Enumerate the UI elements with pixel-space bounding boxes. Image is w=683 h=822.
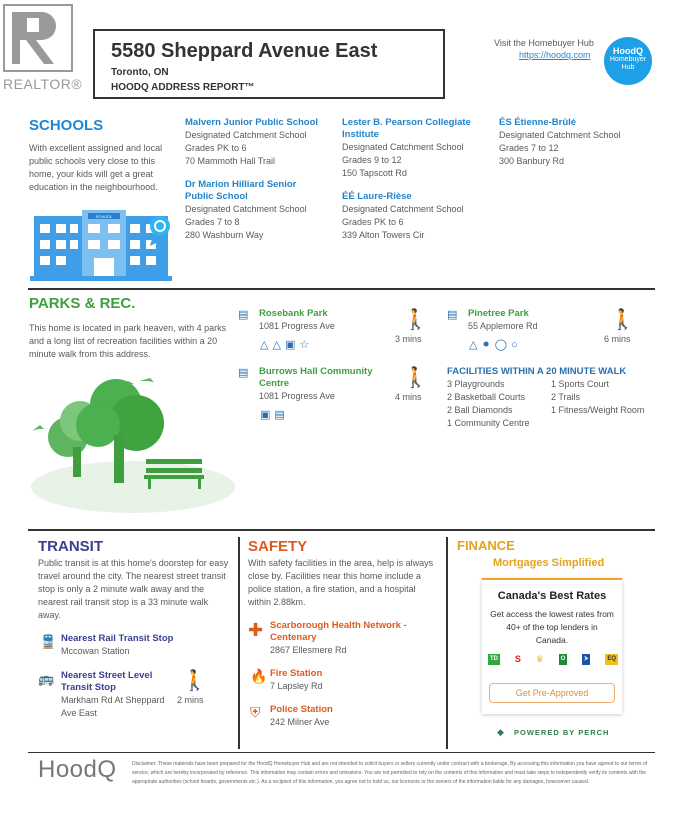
school-grades: Grades 7 to 8 xyxy=(185,217,240,227)
desjardins-logo: O xyxy=(559,654,568,665)
school-grades: Grades PK to 6 xyxy=(342,217,404,227)
walk-icon: 🚶 xyxy=(403,367,428,389)
park-card-burrows-hall xyxy=(238,365,438,425)
svg-text:SCHOOL: SCHOOL xyxy=(95,214,113,219)
facility-item: 1 Fitness/Weight Room xyxy=(551,405,645,415)
school-type: Designated Catchment School xyxy=(185,130,307,140)
park-card-rosebank xyxy=(238,307,438,357)
safety-divider xyxy=(446,537,448,749)
school-type: Designated Catchment School xyxy=(342,142,464,152)
schools-description: With excellent assigned and local public schools very close to this home, your kids will get a great education in the neighbourhood. xyxy=(29,143,163,192)
park-bench-icon: ▤ xyxy=(238,309,249,321)
park-illustration xyxy=(28,375,238,515)
lender-logos xyxy=(488,654,618,665)
parks-title-b: & REC. xyxy=(84,295,136,312)
perch-brand: PERCH xyxy=(578,728,610,737)
card-text: Get access the lowest rates from 40+ of the top lenders in Canada. xyxy=(490,609,614,645)
powered-by xyxy=(514,728,609,737)
tennis-icon: ○ xyxy=(511,339,518,351)
schools-divider xyxy=(28,288,655,290)
school-name: Lester B. Pearson Collegiate Institute xyxy=(342,117,471,140)
parks-divider xyxy=(28,529,655,531)
gym-icon: ▤ xyxy=(274,409,285,421)
facility-item: 2 Ball Diamonds xyxy=(447,405,513,415)
park-walk-time: 3 mins xyxy=(395,334,422,344)
card-title: Canada's Best Rates xyxy=(497,590,607,602)
community-icon: ▣ xyxy=(284,339,296,351)
school-card-hilliard xyxy=(185,179,320,242)
facilities-title: FACILITIES WITHIN A 20 MINUTE WALK xyxy=(447,366,627,377)
school-grades: Grades 7 to 12 xyxy=(499,143,559,153)
park-name: Rosebank Park xyxy=(259,308,328,319)
rail-value: Mccowan Station xyxy=(61,646,130,656)
address-title: 5580 Sheppard Avenue East xyxy=(111,40,378,62)
homebuyer-hub-badge[interactable] xyxy=(604,37,652,85)
school-address: 280 Washburn Way xyxy=(185,230,264,240)
fire-station-name: Fire Station xyxy=(270,668,323,679)
get-pre-approved-button[interactable]: Get Pre-Approved xyxy=(489,683,615,703)
scotiabank-logo: S xyxy=(514,654,521,664)
td-logo: TD xyxy=(488,654,500,665)
school-address: 300 Banbury Rd xyxy=(499,156,565,166)
street-walk-time: 2 mins xyxy=(177,695,204,705)
walk-icon: 🚶 xyxy=(182,670,207,692)
park-amenity-icons xyxy=(469,335,522,353)
playground-icon: △ xyxy=(260,339,269,351)
school-name: Malvern Junior Public School xyxy=(185,117,319,128)
transit-title: TRANSIT xyxy=(38,538,103,555)
realtor-logo xyxy=(3,4,83,94)
school-name: ÉS Étienne-Brûlé xyxy=(499,117,577,128)
park-address: 1081 Progress Ave xyxy=(259,391,335,401)
powered-by-label: POWERED BY xyxy=(514,728,576,737)
schools-title: SCHOOLS xyxy=(29,117,104,134)
fire-station-address: 7 Lapsley Rd xyxy=(270,681,323,691)
park-amenity-icons xyxy=(260,335,313,353)
playground-icon: △ xyxy=(469,339,478,351)
school-card-malvern xyxy=(185,117,335,168)
walk-icon: 🚶 xyxy=(403,309,428,331)
swing-icon: △ xyxy=(272,339,281,351)
park-bench-icon: ▤ xyxy=(238,367,249,379)
school-address: 150 Tapscott Rd xyxy=(342,168,407,178)
walk-icon: 🚶 xyxy=(610,309,635,331)
fire-icon: 🔥 xyxy=(250,668,268,684)
police-station-name: Police Station xyxy=(270,704,333,715)
parks-description: This home is located in park heaven, with 4 parks and a long list of recreation facilities within a 20 minute walk from this address. xyxy=(29,323,227,359)
city-label: Toronto, ON xyxy=(111,67,169,78)
hoodq-logo: HoodQ xyxy=(38,756,117,783)
community-centre-icon: ▣ xyxy=(260,409,271,421)
hospital-name: Scarborough Health Network - Centenary xyxy=(270,620,407,643)
hospital-icon: ✚ xyxy=(248,620,264,640)
facility-item: 1 Sports Court xyxy=(551,379,610,389)
parks-title-a: PARKS xyxy=(29,295,81,312)
badge-line3: Hub xyxy=(621,64,635,71)
street-label: Nearest Street Level Transit Stop xyxy=(61,670,153,693)
facility-item: 2 Trails xyxy=(551,392,581,402)
school-card-laure-riese xyxy=(342,191,487,242)
park-address: 55 Applemore Rd xyxy=(468,321,538,331)
disclaimer: Disclaimer: These materials have been prepared for the HoodQ Homebuyer Hub and are not intended to solicit buyers or sellers currently under contract with a brokerage. By accessing this information you have agreed to our terms of service, which are hereby incorporated by reference. This information may contain errors and omissions. You are not permitted to rely on the contents of this information and must take steps to independently verify its contents with the appropriate authorities (school boards, governments etc.). As a recipient of this information, you agree not to hold us, our licensors or the owners of the information liable for any damages, howsoever caused. xyxy=(132,761,648,785)
school-type: Designated Catchment School xyxy=(342,204,464,214)
school-grades: Grades 9 to 12 xyxy=(342,155,402,165)
crown-logo: ♛ xyxy=(535,654,544,664)
facility-item: 2 Basketball Courts xyxy=(447,392,526,402)
bus-icon: 🚌 xyxy=(38,671,55,686)
street-value: Markham Rd At Sheppard Ave East xyxy=(61,695,165,718)
badge-line1: HoodQ xyxy=(613,46,643,56)
school-grades: Grades PK to 6 xyxy=(185,143,247,153)
park-bench-icon: ▤ xyxy=(447,309,458,321)
school-name: ÉÉ Laure-Rièse xyxy=(342,191,412,202)
finance-card xyxy=(482,578,622,714)
basketball-icon: ◯ xyxy=(494,339,507,351)
location-pin-icon: ◆ xyxy=(497,727,504,737)
safety-description: With safety facilities in the area, help is always close by. Facilities near this home include a police station, a fire station, and a hospital within 2.88km. xyxy=(248,558,434,607)
school-card-etienne-brule xyxy=(499,117,649,168)
facility-item: 3 Playgrounds xyxy=(447,379,505,389)
transit-description: Public transit is at this home's doorstep for easy travel around the city. The nearest street transit stop is only a 2 minute walk away and the nearest rail transit stop is a 33 minute walk away. xyxy=(38,558,229,620)
park-address: 1081 Progress Ave xyxy=(259,321,335,331)
safety-title: SAFETY xyxy=(248,538,308,555)
school-building-illustration xyxy=(30,210,180,285)
facilities-col1 xyxy=(447,378,530,430)
realtor-logo-text: REALTOR® xyxy=(3,76,83,92)
school-type: Designated Catchment School xyxy=(499,130,621,140)
lender-logo: ⮞ xyxy=(582,654,590,665)
badge-line2: Homebuyer xyxy=(609,56,647,63)
parks-title xyxy=(29,295,135,312)
park-name: Pinetree Park xyxy=(468,308,529,319)
police-badge-icon: ⛨ xyxy=(250,704,261,720)
ball-diamond-icon: ⚫ xyxy=(481,339,491,351)
school-address: 70 Mammoth Hall Trail xyxy=(185,156,276,166)
visit-hub-text: Visit the Homebuyer Hub xyxy=(494,38,594,48)
rail-label: Nearest Rail Transit Stop xyxy=(61,633,174,644)
finance-title: FINANCE xyxy=(457,538,515,553)
school-type: Designated Catchment School xyxy=(185,204,307,214)
park-amenity-icons xyxy=(260,405,289,423)
facility-item: 1 Community Centre xyxy=(447,418,530,428)
hospital-address: 2867 Ellesmere Rd xyxy=(270,645,347,655)
park-walk-time: 6 mins xyxy=(604,334,631,344)
school-address: 339 Alton Towers Cir xyxy=(342,230,425,240)
address-box xyxy=(93,29,445,99)
park-card-pinetree xyxy=(447,307,647,357)
visit-hub-link[interactable]: https://hoodq.com xyxy=(519,50,591,60)
park-walk-time: 4 mins xyxy=(395,392,422,402)
facilities-col2 xyxy=(551,378,644,417)
report-title: HOODQ ADDRESS REPORT™ xyxy=(111,82,255,93)
eq-bank-logo: EQ xyxy=(605,654,618,665)
school-name: Dr Marion Hilliard Senior Public School xyxy=(185,179,297,202)
finance-subtitle: Mortgages Simplified xyxy=(493,557,605,569)
school-card-pearson xyxy=(342,117,487,180)
train-icon: 🚆 xyxy=(40,634,57,649)
footer-divider xyxy=(28,752,655,753)
park-name: Burrows Hall Community Centre xyxy=(259,366,373,389)
transit-divider xyxy=(238,537,240,749)
police-station-address: 242 Milner Ave xyxy=(270,717,330,727)
sport-icon: ☆ xyxy=(299,339,310,351)
